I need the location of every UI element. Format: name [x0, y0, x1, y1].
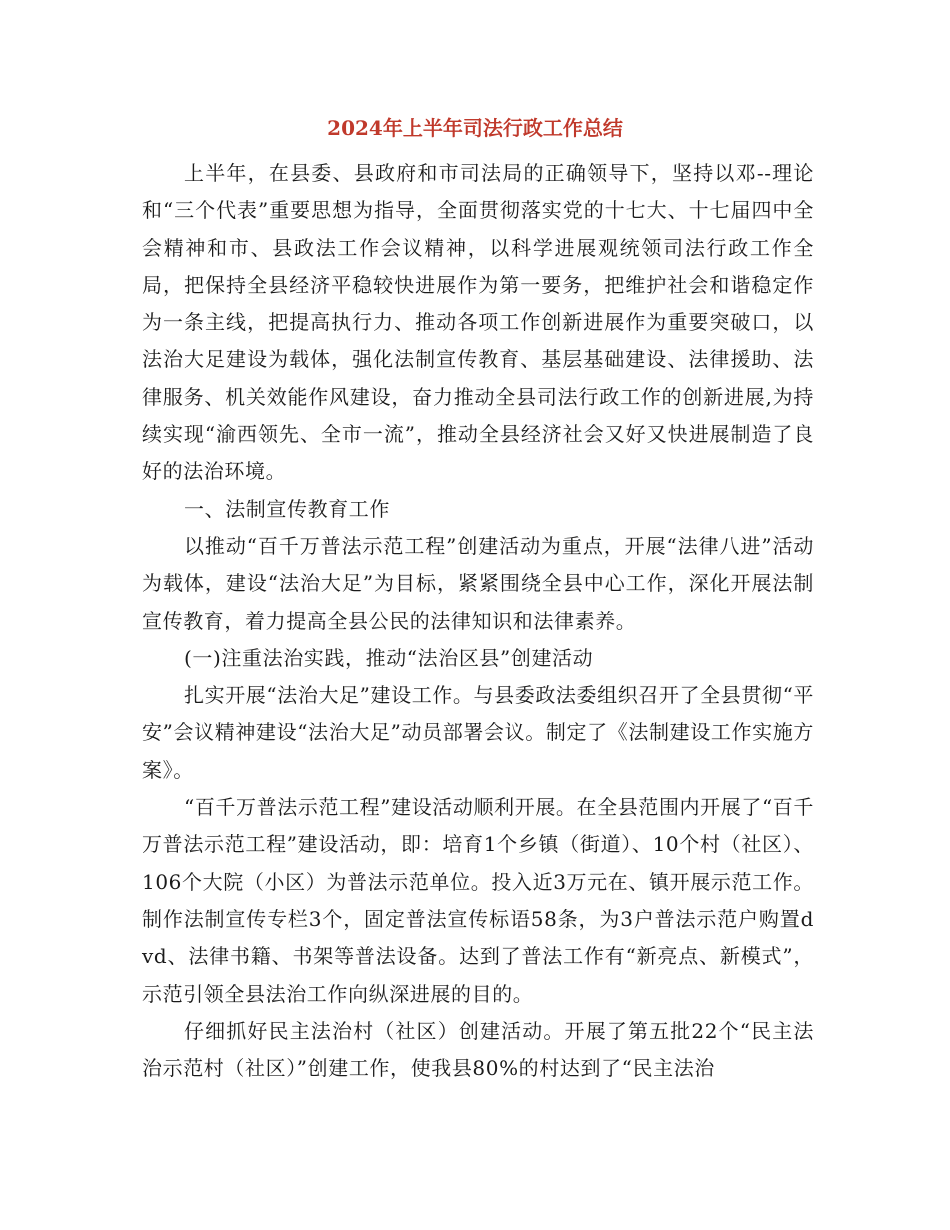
document-body [142, 155, 814, 1087]
paragraph-intro: 上半年，在县委、县政府和市司法局的正确领导下，坚持以邓--理论和“三个代表”重要思想为指导，全面贯彻落实党的十七大、十七届四中全会精神和市、县政法工作会议精神，以科学进展观统领司法行政工作全局，把保持全县经济平稳较快进展作为第一要务，把维护社会和谐稳定作为一条主线，把提高执行力、推动各项工作创新进展作为重要突破口，以法治大足建设为载体，强化法制宣传教育、基层基础建设、法律援助、法律服务、机关效能作风建设，奋力推动全县司法行政工作的创新进展,为持续实现“渝西领先、全市一流”，推动全县经济社会又好又快进展制造了良好的法治环境。 [142, 161, 814, 484]
subsection-heading-1: (一)注重法治实践，推动“法治区县”创建活动 [184, 645, 594, 670]
paragraph-democratic-village: 仔细抓好民主法治村（社区）创建活动。开展了第五批22个“民主法治示范村（社区）”创建工作，使我县80%的村达到了“民主法治 [142, 1018, 814, 1081]
paragraph-section-1-intro: 以推动“百千万普法示范工程”创建活动为重点，开展“法律八进”活动为载体，建设“法治大足”为目标，紧紧围绕全县中心工作，深化开展法制宣传教育，着力提高全县公民的法律知识和法律素养。 [142, 533, 814, 633]
paragraph-demonstration-project: “百千万普法示范工程”建设活动顺利开展。在全县范围内开展了“百千万普法示范工程”建设活动，即：培育1个乡镇（街道）、10个村（社区）、106个大院（小区）为普法示范单位。投入近3万元在、镇开展示范工作。制作法制宣传专栏3个，固定普法宣传标语58条，为3户普法示范户购置dvd、法律书籍、书架等普法设备。达到了普法工作有“新亮点、新模式”，示范引领全县法治工作向纵深进展的目的。 [142, 795, 814, 1006]
document-title: 2024年上半年司法行政工作总结 [327, 116, 623, 140]
section-heading-1: 一、法制宣传教育工作 [184, 496, 390, 521]
paragraph-rule-of-law-dazu: 扎实开展“法治大足”建设工作。与县委政法委组织召开了全县贯彻“平安”会议精神建设“法治大足”动员部署会议。制定了《法制建设工作实施方案》。 [142, 683, 814, 782]
